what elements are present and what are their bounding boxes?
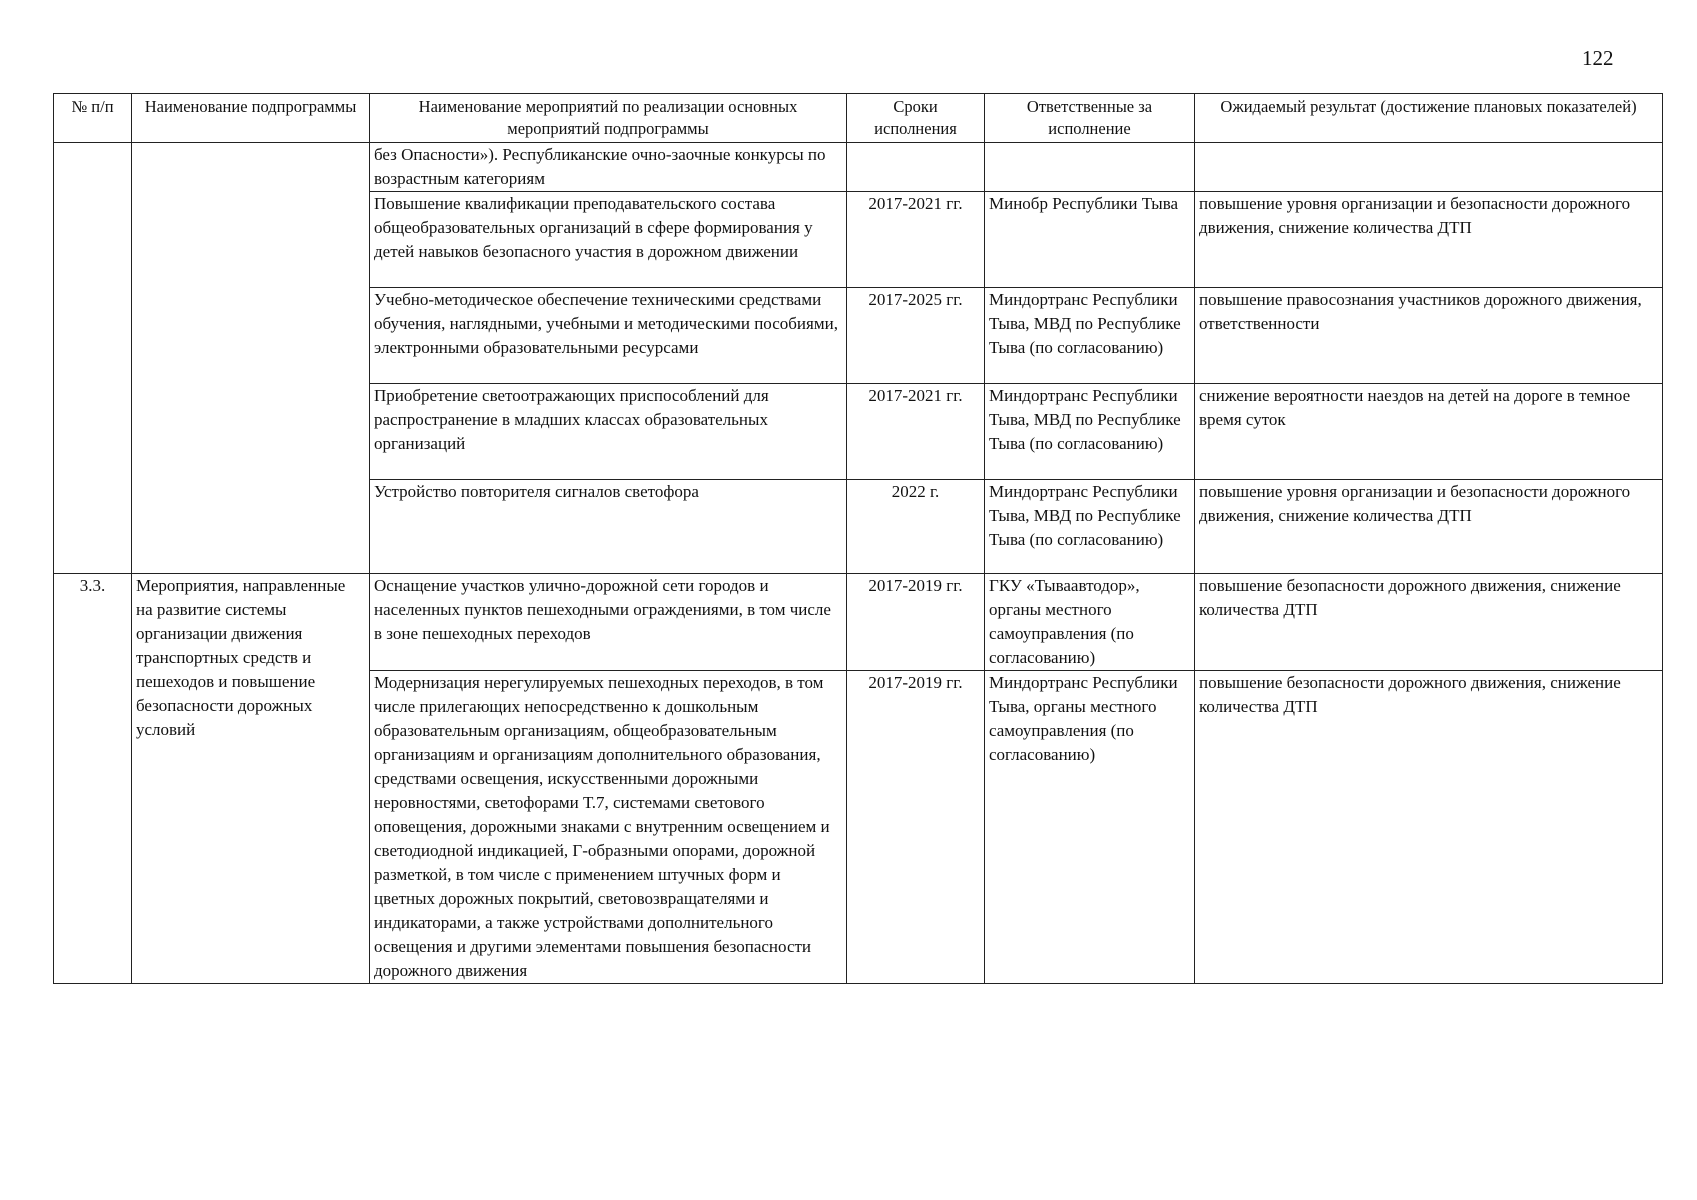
activity-cell: Учебно-методическое обеспечение техническими средствами обучения, наглядными, учебными и методическими пособиями, электронными образовательными ресурсами [370, 288, 847, 384]
result-cell: повышение уровня организации и безопасности дорожного движения, снижение количества ДТП [1195, 192, 1663, 288]
activity-cell: Повышение квалификации преподавательского состава общеобразовательных организаций в сфере формирования у детей навыков безопасного участия в дорожном движении [370, 192, 847, 288]
row-num-cell [54, 143, 132, 574]
term-cell: 2017-2019 гг. [847, 574, 985, 671]
term-cell: 2017-2021 гг. [847, 192, 985, 288]
result-cell: снижение вероятности наездов на детей на дороге в темное время суток [1195, 384, 1663, 480]
table-row [54, 143, 1663, 192]
table-header-row [54, 94, 1663, 143]
header-activity: Наименование мероприятий по реализации основных мероприятий подпрограммы [370, 94, 847, 143]
term-cell: 2017-2025 гг. [847, 288, 985, 384]
result-cell: повышение безопасности дорожного движения, снижение количества ДТП [1195, 574, 1663, 671]
activity-cell: Оснащение участков улично-дорожной сети городов и населенных пунктов пешеходными ограждениями, в том числе в зоне пешеходных переходов [370, 574, 847, 671]
activity-cell: Модернизация нерегулируемых пешеходных переходов, в том числе прилегающих непосредственно к дошкольным образовательным организациям, общеобразовательным организациям и организациям дополнительного образования, средствами освещения, искусственными дорожными неровностями, светофорами Т.7, системами светового оповещения, дорожными знаками с внутренним освещением и светодиодной индикацией, Г-образными опорами, дорожной разметкой, в том числе с применением штучных форм и цветных дорожных покрытий, световозвращателями и индикаторами, а также устройствами дополнительного освещения и другими элементами повышения безопасности дорожного движения [370, 671, 847, 984]
subprogram-cell [132, 143, 370, 574]
responsible-cell [985, 143, 1195, 192]
term-cell: 2017-2019 гг. [847, 671, 985, 984]
header-responsible: Ответственные за исполнение [985, 94, 1195, 143]
page-number: 122 [1582, 46, 1614, 70]
activity-cell: Приобретение светоотражающих приспособлений для распространение в младших классах образовательных организаций [370, 384, 847, 480]
term-cell: 2017-2021 гг. [847, 384, 985, 480]
row-num-cell: 3.3. [54, 574, 132, 984]
header-subprogram: Наименование подпрограммы [132, 94, 370, 143]
responsible-cell: Минобр Республики Тыва [985, 192, 1195, 288]
result-cell [1195, 143, 1663, 192]
term-cell: 2022 г. [847, 480, 985, 574]
header-result: Ожидаемый результат (достижение плановых показателей) [1195, 94, 1663, 143]
term-cell [847, 143, 985, 192]
responsible-cell: Миндортранс Республики Тыва, МВД по Республике Тыва (по согласованию) [985, 480, 1195, 574]
program-table [53, 93, 1663, 984]
header-term: Сроки исполнения [847, 94, 985, 143]
activity-cell: Устройство повторителя сигналов светофора [370, 480, 847, 574]
responsible-cell: Миндортранс Республики Тыва, МВД по Республике Тыва (по согласованию) [985, 288, 1195, 384]
table-row [54, 574, 1663, 671]
result-cell: повышение уровня организации и безопасности дорожного движения, снижение количества ДТП [1195, 480, 1663, 574]
activity-cell: без Опасности»). Республиканские очно-заочные конкурсы по возрастным категориям [370, 143, 847, 192]
result-cell: повышение правосознания участников дорожного движения, ответственности [1195, 288, 1663, 384]
header-num: № п/п [54, 94, 132, 143]
responsible-cell: Миндортранс Республики Тыва, МВД по Республике Тыва (по согласованию) [985, 384, 1195, 480]
subprogram-cell: Мероприятия, направленные на развитие системы организации движения транспортных средств и пешеходов и повышение безопасности дорожных условий [132, 574, 370, 984]
responsible-cell: Миндортранс Республики Тыва, органы местного самоуправления (по согласованию) [985, 671, 1195, 984]
responsible-cell: ГКУ «Тываавтодор», органы местного самоуправления (по согласованию) [985, 574, 1195, 671]
result-cell: повышение безопасности дорожного движения, снижение количества ДТП [1195, 671, 1663, 984]
